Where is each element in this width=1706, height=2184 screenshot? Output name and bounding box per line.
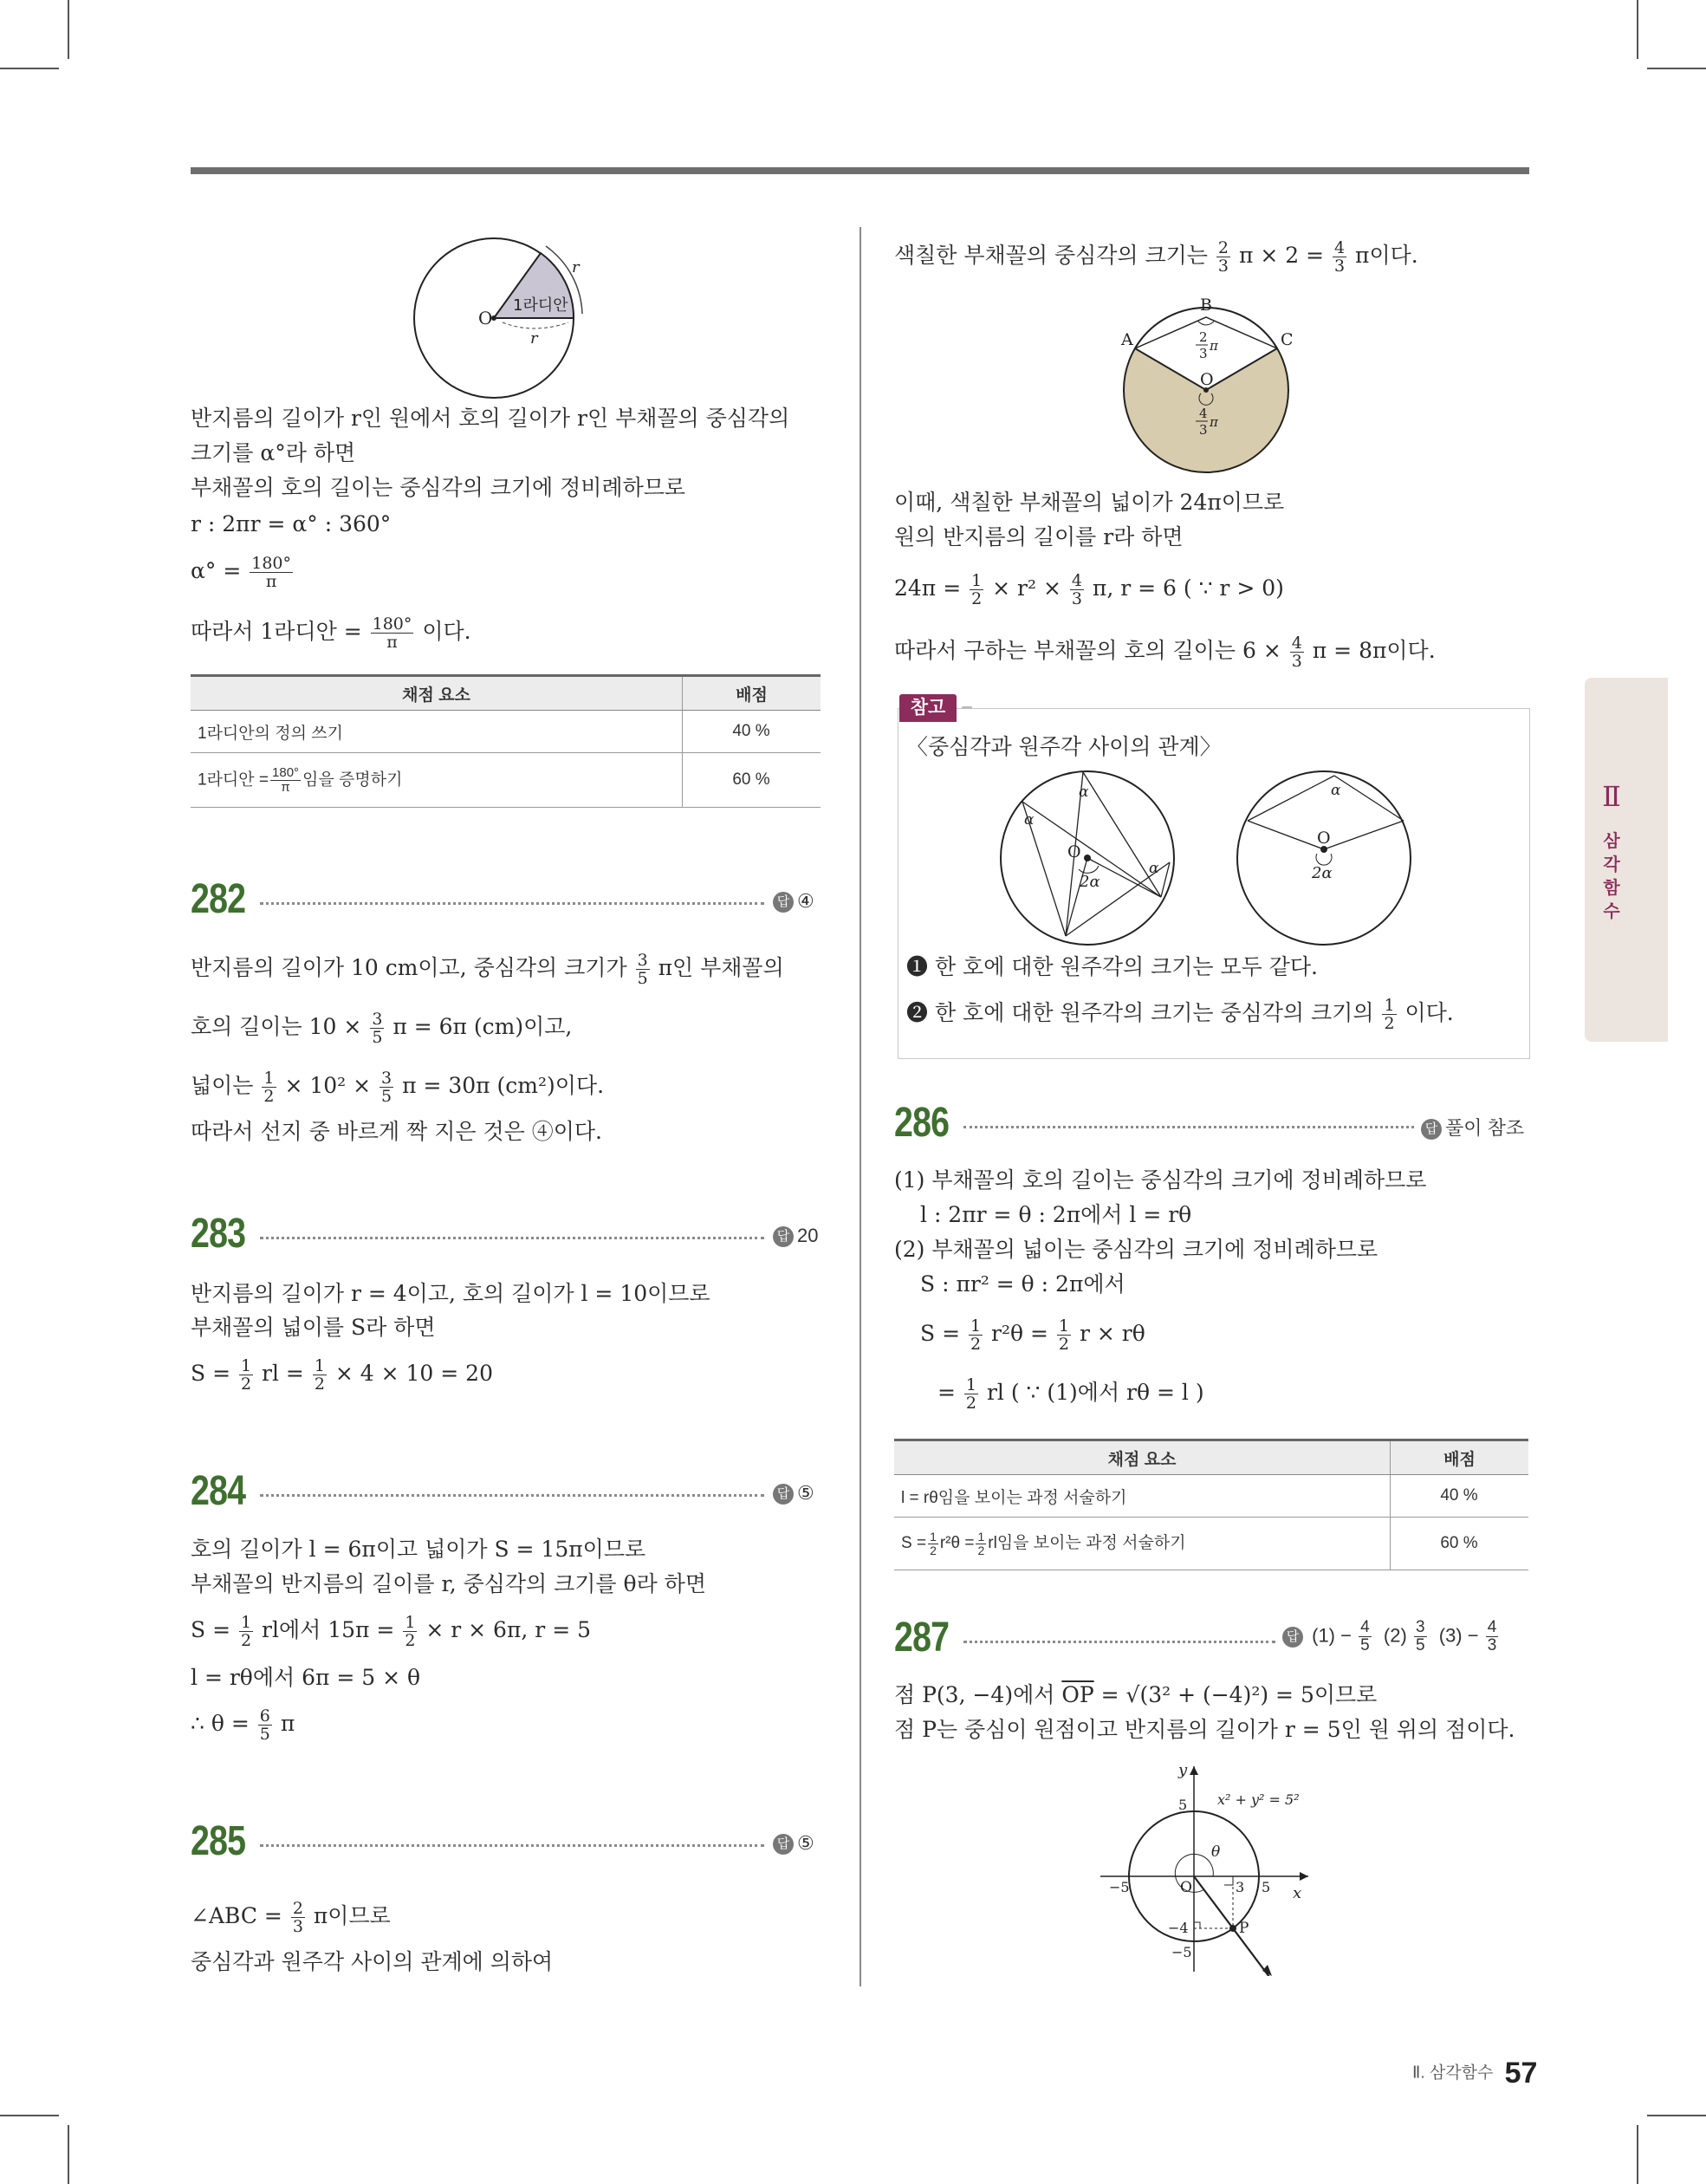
footer-chapter: Ⅱ. 삼각함수	[1412, 2064, 1494, 2083]
numerator: 3	[372, 1010, 383, 1029]
equation	[191, 615, 471, 651]
denominator: π	[265, 572, 277, 591]
numerator: 4	[1291, 634, 1302, 653]
text-line	[191, 952, 784, 987]
fraction	[403, 1614, 417, 1649]
numerator: 4	[1360, 1618, 1370, 1636]
fig-label-O: O	[1180, 1879, 1192, 1896]
denominator: 5	[637, 969, 648, 988]
equation	[894, 1681, 1377, 1709]
text-line: 원의 반지름의 길이를 r라 하면	[894, 524, 1184, 549]
fig-label-B: B	[1200, 296, 1212, 315]
text-line: (1) 부채꼴의 호의 길이는 중심각의 크기에 정비례하므로	[894, 1167, 1427, 1193]
eq-part: 반지름의 길이가 10 cm이고, 중심각의 크기가	[191, 955, 627, 980]
answer-badge-icon: 답	[1282, 1627, 1303, 1648]
fraction	[270, 766, 301, 795]
denominator: 5	[372, 1028, 383, 1047]
cell-part: rl임을 보이는 과정 서술하기	[988, 1534, 1186, 1553]
fraction	[964, 1376, 978, 1412]
crop-mark	[1647, 68, 1706, 69]
crop-mark	[1647, 2115, 1706, 2116]
fraction	[239, 1357, 253, 1393]
fig-label-top-n: 2	[1199, 329, 1208, 345]
leader-dots	[963, 1126, 1414, 1128]
fraction	[969, 1317, 983, 1353]
answer-value: (1) −	[1312, 1624, 1352, 1647]
numerator: 6	[259, 1706, 270, 1726]
numerator: 1	[263, 1069, 275, 1088]
eq-part: π × 2 =	[1238, 243, 1325, 268]
segment-OP: $\overline{OP}$	[1061, 1682, 1094, 1707]
scoring-table	[191, 674, 821, 808]
fraction	[1359, 1619, 1372, 1654]
eq-part: 점 P(3, −4)에서	[894, 1682, 1055, 1707]
numerator: 1	[970, 1316, 982, 1336]
leader-dots	[260, 1844, 764, 1847]
fig-label-bot-n: 4	[1199, 406, 1208, 421]
fig-label-x3: 3	[1236, 1879, 1245, 1895]
denominator: 2	[977, 1543, 985, 1557]
denominator: 5	[1415, 1636, 1425, 1654]
header-rule	[191, 167, 1529, 174]
fig-label-alpha-2: α	[1079, 783, 1089, 801]
fig-label-2alpha-right: 2α	[1312, 864, 1333, 882]
table-cell: 1라디안의 정의 쓰기	[191, 711, 683, 753]
fraction	[1414, 1619, 1427, 1654]
radian-figure	[407, 227, 615, 400]
eq-part: rl ( ∵ (1)에서 rθ = l )	[986, 1380, 1204, 1405]
numerator: 1	[1384, 996, 1395, 1015]
note-dot	[962, 706, 972, 709]
eq-part: 따라서 구하는 부채꼴의 호의 길이는 6 ×	[894, 638, 1281, 663]
denominator: π	[281, 779, 290, 795]
denominator: 2	[405, 1631, 416, 1650]
denominator: 3	[1217, 257, 1229, 276]
side-tab-roman: Ⅱ	[1602, 780, 1621, 813]
answer-badge-icon: 답	[773, 892, 794, 913]
denominator: 2	[965, 1394, 976, 1413]
numerator: 1	[240, 1613, 252, 1632]
fig-label-y: y	[1178, 1761, 1188, 1779]
denominator: 2	[240, 1631, 252, 1650]
numerator: 4	[1487, 1618, 1497, 1636]
leader-dots	[260, 1494, 764, 1497]
denominator: 5	[1360, 1636, 1370, 1654]
crop-mark	[1637, 2125, 1638, 2184]
numerator: 3	[637, 951, 648, 970]
eq-part: π인 부채꼴의	[658, 955, 784, 980]
answer-badge-icon: 답	[773, 1484, 794, 1505]
fig-label-alpha-3: α	[1149, 860, 1159, 877]
fraction	[371, 615, 414, 651]
coordinate-figure	[1092, 1759, 1317, 1976]
fig-label-top-pi: π	[1210, 338, 1218, 354]
denominator: 2	[240, 1375, 252, 1394]
eq-part: 색칠한 부채꼴의 중심각의 크기는	[894, 243, 1208, 268]
column-divider	[859, 227, 861, 1986]
crop-mark	[68, 2125, 69, 2184]
note-bullet	[906, 997, 1454, 1032]
cell-part: r²θ =	[939, 1534, 975, 1553]
denominator: 5	[259, 1725, 270, 1744]
table-cell: l = rθ임을 보이는 과정 서술하기	[894, 1475, 1391, 1518]
answer-badge-icon: 답	[1421, 1119, 1442, 1140]
table-cell: 40 %	[1391, 1475, 1529, 1518]
table-header: 배점	[683, 676, 821, 711]
text-line: (2) 부채꼴의 넓이는 중심각의 크기에 정비례하므로	[894, 1237, 1378, 1262]
equation: l : 2πr = θ : 2π에서 l = rθ	[920, 1202, 1192, 1227]
eq-part: × r × 6π, r = 5	[425, 1617, 591, 1642]
numerator: 4	[1333, 238, 1346, 257]
text-line: 점 P는 중심이 원점이고 반지름의 길이가 r = 5인 원 위의 점이다.	[894, 1717, 1515, 1742]
eq-part: α° =	[191, 558, 242, 583]
fraction	[370, 1011, 384, 1046]
cell-part: 임을 증명하기	[302, 770, 403, 790]
problem-number: 286	[894, 1100, 950, 1146]
eq-part: ∴ θ =	[191, 1711, 250, 1736]
eq-part: × 4 × 10 = 20	[334, 1361, 493, 1386]
fig-label-alpha-1: α	[1024, 811, 1035, 829]
answer-value: ④	[797, 890, 814, 912]
fraction	[1070, 572, 1084, 608]
fig-label-theta: θ	[1211, 1843, 1221, 1861]
fig-label-x5: 5	[1262, 1879, 1271, 1895]
table-header: 배점	[1391, 1440, 1529, 1475]
eq-part: =	[937, 1380, 956, 1405]
eq-part: 24π =	[894, 575, 962, 601]
answer	[773, 890, 814, 913]
answer-badge-icon: 답	[773, 1834, 794, 1855]
denominator: 5	[381, 1087, 392, 1106]
answer	[1282, 1619, 1500, 1654]
denominator: 2	[1058, 1335, 1069, 1354]
fig-label-eq: x² + y² = 5²	[1217, 1791, 1300, 1808]
equation	[191, 1357, 493, 1393]
fig-label-O: O	[478, 308, 493, 328]
equation	[920, 1317, 1145, 1353]
answer-value: ⑤	[797, 1482, 814, 1504]
answer-value: ⑤	[797, 1832, 814, 1854]
text-line: 따라서 선지 중 바르게 짝 지은 것은 ④이다.	[191, 1119, 602, 1144]
text-line: 부채꼴의 호의 길이는 중심각의 크기에 정비례하므로	[191, 475, 686, 500]
numerator: 2	[1217, 238, 1229, 257]
eq-part: rl에서 15π =	[262, 1617, 395, 1642]
problem-number: 284	[191, 1468, 246, 1514]
equation	[191, 555, 295, 590]
eq-part: r × rθ	[1079, 1321, 1145, 1346]
text-line: 부채꼴의 넓이를 S라 하면	[191, 1315, 436, 1340]
numerator: 3	[381, 1069, 392, 1088]
fraction	[928, 1531, 938, 1557]
eq-part: S =	[191, 1617, 231, 1642]
fraction	[313, 1357, 327, 1393]
eq-part: π = 30π (cm²)이다.	[402, 1073, 605, 1098]
fraction	[1290, 634, 1304, 670]
fig-label-r-radius: r	[530, 329, 538, 348]
equation	[937, 1376, 1204, 1412]
eq-part: π = 8π이다.	[1312, 638, 1436, 663]
equation: r : 2πr = α° : 360°	[191, 511, 392, 536]
fig-label-xm5: −5	[1109, 1879, 1130, 1895]
crop-mark	[0, 2115, 59, 2116]
text-line: 부채꼴의 반지름의 길이를 r, 중심각의 크기를 θ라 하면	[191, 1571, 706, 1596]
numerator: 3	[1415, 1618, 1425, 1636]
fraction	[976, 1531, 986, 1557]
fig-label-x: x	[1293, 1884, 1302, 1902]
equation	[894, 572, 1284, 608]
table-cell	[894, 1518, 1391, 1570]
numerator: 180°	[251, 554, 291, 573]
text-line: 반지름의 길이가 r = 4이고, 호의 길이가 l = 10이므로	[191, 1281, 710, 1306]
problem-number: 287	[894, 1615, 950, 1661]
side-tab-title: 삼각함수	[1603, 832, 1620, 921]
eq-part: S =	[191, 1361, 231, 1386]
denominator: 3	[1487, 1636, 1497, 1654]
fraction	[1057, 1317, 1071, 1353]
fig-label-O-left: O	[1067, 842, 1081, 861]
table-cell	[191, 753, 683, 808]
sector-figure	[1118, 288, 1308, 487]
answer-badge-icon: 답	[773, 1226, 794, 1247]
denominator: 3	[1291, 652, 1302, 671]
denominator: 2	[314, 1375, 325, 1394]
text-line: 호의 길이가 l = 6π이고 넓이가 S = 15π이므로	[191, 1537, 646, 1562]
text-line	[191, 1011, 572, 1046]
table-header: 채점 요소	[894, 1440, 1391, 1475]
numerator: 1	[965, 1375, 976, 1394]
table-cell: 60 %	[683, 753, 821, 808]
crop-mark	[1637, 0, 1638, 59]
equation	[894, 239, 1418, 275]
numerator: 180°	[272, 764, 300, 780]
denominator: 3	[1071, 589, 1082, 608]
fraction	[970, 572, 983, 608]
answer	[1421, 1114, 1524, 1141]
text-line: 중심각과 원주각 사이의 관계에 의하여	[191, 1949, 554, 1974]
scoring-table-286	[894, 1439, 1528, 1570]
eq-part: r²θ =	[991, 1321, 1048, 1346]
fraction	[1382, 997, 1396, 1032]
fig-label-O-right: O	[1317, 829, 1331, 848]
text-line: 이때, 색칠한 부채꼴의 넓이가 24π이므로	[894, 490, 1285, 515]
eq-part: ∠ABC =	[191, 1903, 282, 1928]
fig-label-r-arc: r	[572, 258, 580, 276]
numerator: 1	[314, 1356, 325, 1375]
eq-part: π = 6π (cm)이고,	[392, 1014, 573, 1039]
leader-dots	[963, 1641, 1275, 1643]
numerator: 1	[977, 1529, 985, 1544]
crop-mark	[68, 0, 69, 59]
fraction	[1333, 239, 1346, 275]
fig-label-O: O	[1200, 370, 1214, 389]
denominator: π	[386, 633, 398, 652]
fig-label-P: P	[1239, 1920, 1249, 1937]
denominator: 2	[970, 1335, 982, 1354]
fraction	[636, 952, 650, 987]
fraction	[258, 1707, 272, 1743]
fig-label-C: C	[1281, 330, 1294, 349]
fraction	[262, 1069, 276, 1105]
numerator: 180°	[372, 614, 412, 634]
fraction	[379, 1069, 393, 1105]
fraction	[1216, 239, 1230, 275]
leader-dots	[260, 902, 764, 905]
fig-label-ym5: −5	[1171, 1944, 1192, 1960]
problem-number: 282	[191, 876, 246, 922]
eq-part: ❷ 한 호에 대한 원주각의 크기는 중심각의 크기의	[906, 1000, 1374, 1025]
fig-label-2alpha-left: 2α	[1080, 873, 1100, 891]
note-bullet: ❶ 한 호에 대한 원주각의 크기는 모두 같다.	[906, 954, 1318, 979]
eq-part: 이다.	[1404, 1000, 1454, 1025]
eq-part: 이다.	[422, 619, 471, 644]
answer	[773, 1225, 818, 1247]
problem-number: 285	[191, 1818, 246, 1864]
numerator: 2	[292, 1899, 303, 1918]
eq-part: π	[280, 1711, 295, 1736]
page-number: 57	[1504, 2057, 1538, 2090]
numerator: 4	[1071, 571, 1082, 590]
denominator: 2	[1384, 1014, 1395, 1033]
equation	[894, 634, 1436, 670]
numerator: 1	[971, 571, 983, 590]
note-title: 〈중심각과 원주각 사이의 관계〉	[906, 734, 1222, 759]
denominator: 2	[971, 589, 983, 608]
fraction	[291, 1900, 305, 1935]
eq-part: × 10² ×	[284, 1073, 372, 1098]
eq-part: = √(3² + (−4)²) = 5이므로	[1100, 1682, 1378, 1707]
answer-value: 20	[797, 1225, 819, 1246]
eq-part: S =	[920, 1321, 961, 1346]
equation	[191, 1900, 391, 1935]
text-line	[191, 1069, 604, 1105]
eq-part: π이므로	[313, 1903, 391, 1928]
answer-value: 풀이 참조	[1445, 1117, 1525, 1139]
answer-value: (3) −	[1438, 1624, 1479, 1647]
text-line: 반지름의 길이가 r인 원에서 호의 길이가 r인 부채꼴의 중심각의	[191, 406, 790, 431]
problem-number: 283	[191, 1211, 246, 1257]
equation: S : πr² = θ : 2π에서	[920, 1271, 1125, 1297]
cell-part: 1라디안 =	[198, 770, 269, 790]
fig-label-bot-pi: π	[1210, 414, 1218, 430]
text-line: 크기를 α°라 하면	[191, 440, 356, 465]
fig-label-alpha-right: α	[1331, 782, 1341, 799]
table-header: 채점 요소	[191, 676, 683, 711]
eq-part: rl =	[262, 1361, 304, 1386]
equation	[191, 1614, 591, 1649]
fig-label-top-d: 3	[1199, 346, 1208, 361]
denominator: 3	[292, 1917, 303, 1936]
fig-label-bot-d: 3	[1199, 422, 1208, 438]
equation	[191, 1707, 295, 1743]
fig-label-ym4: −4	[1168, 1920, 1189, 1936]
fig-label-radian: 1라디안	[513, 296, 568, 315]
answer	[773, 1832, 814, 1855]
answer-value: (2)	[1383, 1624, 1407, 1647]
chapter-side-tab	[1585, 678, 1668, 1042]
eq-part: π이다.	[1355, 243, 1418, 268]
fraction	[1486, 1619, 1499, 1654]
denominator: 2	[263, 1087, 275, 1106]
crop-mark	[0, 68, 59, 69]
eq-part: 따라서 1라디안 =	[191, 619, 362, 644]
inscribed-angle-figure	[996, 767, 1464, 949]
numerator: 1	[1058, 1316, 1069, 1336]
eq-part: 넓이는	[191, 1073, 254, 1098]
eq-part: 호의 길이는 10 ×	[191, 1014, 362, 1039]
leader-dots	[260, 1237, 764, 1239]
fraction	[250, 555, 293, 590]
numerator: 1	[240, 1356, 252, 1375]
denominator: 2	[930, 1543, 937, 1557]
cell-part: S =	[901, 1534, 927, 1553]
eq-part: × r² ×	[992, 575, 1061, 601]
fig-label-A: A	[1121, 330, 1133, 349]
fraction	[239, 1614, 253, 1649]
note-tag: 참고	[899, 694, 957, 722]
numerator: 1	[405, 1613, 416, 1632]
denominator: 3	[1333, 257, 1346, 276]
table-cell: 60 %	[1391, 1518, 1529, 1570]
equation: l = rθ에서 6π = 5 × θ	[191, 1665, 421, 1690]
page-footer	[1412, 2057, 1537, 2090]
numerator: 1	[930, 1529, 937, 1544]
fig-label-y5: 5	[1178, 1797, 1188, 1813]
table-cell: 40 %	[683, 711, 821, 753]
eq-part: π, r = 6 ( ∵ r > 0)	[1092, 575, 1284, 601]
answer	[773, 1482, 814, 1505]
